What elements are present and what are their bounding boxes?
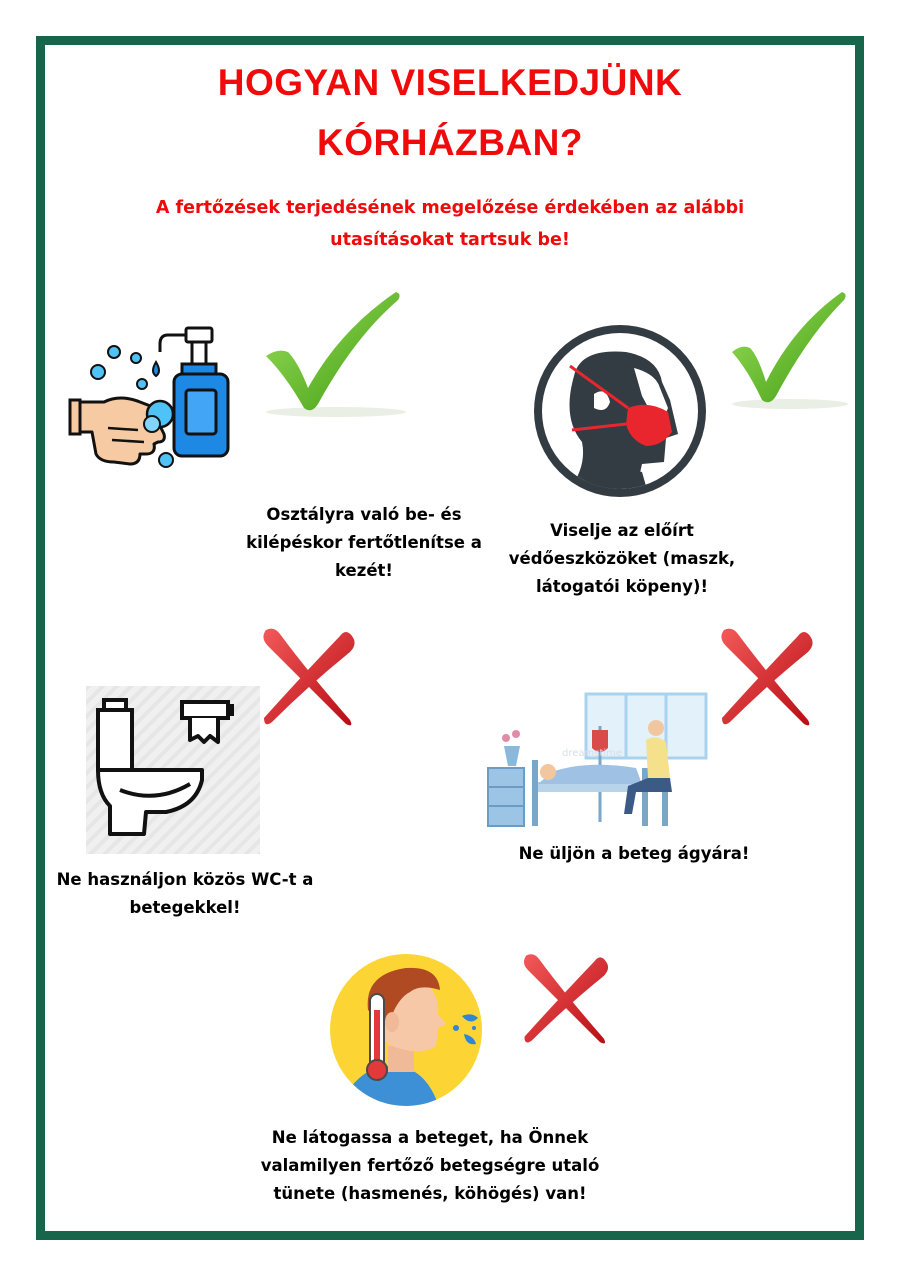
rule-2-caption-line-1: Viselje az előírt — [550, 521, 694, 540]
poster-subtitle — [100, 192, 800, 256]
red-cross-icon — [258, 624, 360, 728]
watermark-text: dreamstime — [562, 748, 623, 759]
rule-5-caption-line-3: tünete (hasmenés, köhögés) van! — [273, 1184, 587, 1203]
green-checkmark-icon — [262, 290, 410, 418]
rule-4-caption-line-1: Ne üljön a beteg ágyára! — [518, 844, 750, 863]
rule-4-caption — [494, 840, 774, 868]
toilet-icon — [86, 686, 260, 854]
rule-5-caption-line-2: valamilyen fertőző betegségre utaló — [260, 1156, 600, 1175]
rule-3-caption-line-2: betegekkel! — [129, 898, 241, 917]
rule-1-caption — [214, 501, 514, 585]
red-cross-icon — [716, 624, 818, 728]
rule-2-caption-line-3: látogatói köpeny)! — [535, 577, 709, 596]
rule-2-caption-line-2: védőeszközöket (maszk, — [508, 549, 736, 568]
rule-3-caption-line-1: Ne használjon közös WC-t a — [56, 870, 314, 889]
rule-2-caption — [472, 517, 772, 601]
rule-5-caption-line-1: Ne látogassa a beteget, ha Önnek — [271, 1128, 589, 1147]
poster-title-line-2: KÓRHÁZBAN? — [316, 122, 584, 163]
green-checkmark-icon — [728, 290, 852, 410]
face-mask-icon — [530, 322, 710, 500]
subtitle-line-2: utasításokat tartsuk be! — [330, 230, 570, 250]
red-cross-icon — [518, 950, 614, 1046]
sick-person-fever-icon — [328, 950, 488, 1110]
poster-title-line-1: HOGYAN VISELKEDJÜNK — [217, 62, 683, 103]
hand-sanitizer-icon — [68, 322, 238, 482]
subtitle-line-1: A fertőzések terjedésének megelőzése érdekében az alábbi — [155, 198, 745, 218]
rule-1-caption-line-3: kezét! — [335, 561, 393, 580]
rule-3-caption — [45, 866, 325, 922]
rule-1-caption-line-2: kilépéskor fertőtlenítse a — [246, 533, 482, 552]
rule-1-caption-line-1: Osztályra való be- és — [266, 505, 462, 524]
rule-5-caption — [230, 1124, 630, 1208]
hospital-bed-visitor-icon — [486, 686, 708, 832]
